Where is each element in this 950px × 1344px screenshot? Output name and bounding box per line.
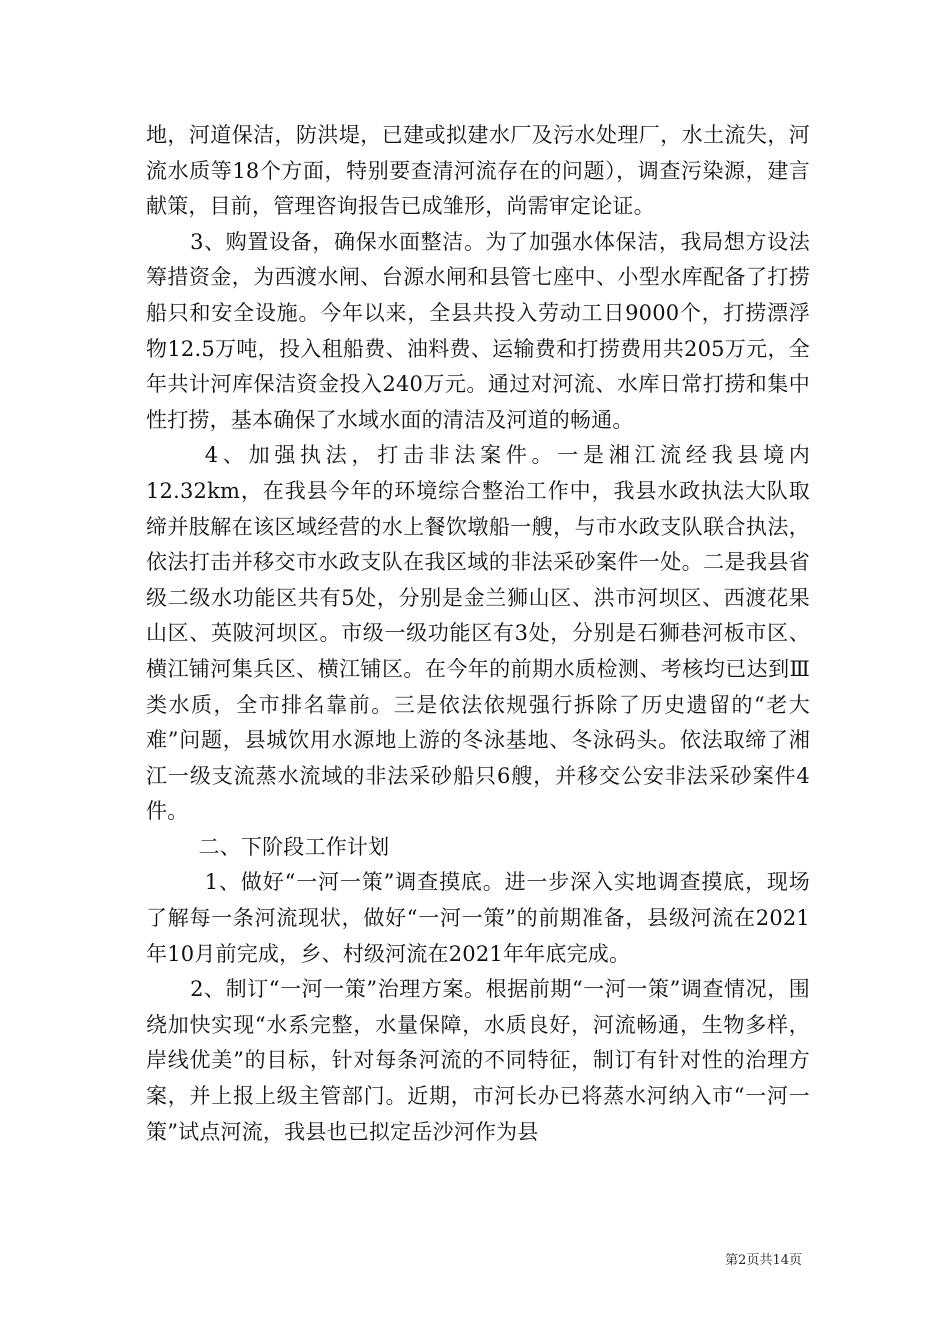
paragraph-survey: 1、做好“一河一策”调查摸底。进一步深入实地调查摸底，现场了解每一条河流现状，做好“一河一策”的前期准备，县级河流在2021年10月前完成，乡、村级河流在2021年年底完成。 xyxy=(146,870,810,966)
paragraph-law-enforcement: 4、加强执法，打击非法案件。一是湘江流经我县境内12.32km，在我县今年的环境综合整治工作中，我县水政执法大队取缔并肢解在该区域经营的水上餐饮墩船一艘，与市水政支队联合执法，依法打击并移交市水政支队在我区域的非法采砂案件一处。二是我县省级二级水功能区共有5处，分别是金兰狮山区、洪市河坝区、西渡花果山区、英陂河坝区。市级一级功能区有3处，分别是石狮巷河板市区、横江铺河集兵区、横江铺区。在今年的前期水质检测、考核均已达到Ⅲ类水质，全市排名靠前。三是依法依规强行拆除了历史遗留的“老大难”问题，县城饮用水源地上游的冬泳基地、冬泳码头。依法取缔了湘江一级支流蒸水流域的非法采砂船只6艘，并移交公安非法采砂案件4件。 xyxy=(146,443,810,824)
paragraph-continuation: 地，河道保洁，防洪堤，已建或拟建水厂及污水处理厂，水土流失，河流水质等18个方面，特别要查清河流存在的问题），调查污染源，建言献策，目前，管理咨询报告已成雏形，尚需审定论证。 xyxy=(146,123,810,219)
paragraph-equipment-purchase: 3、购置设备，确保水面整洁。为了加强水体保洁，我局想方设法筹措资金，为西渡水闸、台源水闸和县管七座中、小型水库配备了打捞船只和安全设施。今年以来，全县共投入劳动工日9000个，打捞漂浮物12.5万吨，投入租船费、油料费、运输费和打捞费用共205万元，全年共计河库保洁资金投入240万元。通过对河流、水库日常打捞和集中性打捞，基本确保了水域水面的清洁及河道的畅通。 xyxy=(146,229,810,432)
page-number: 第2页共14页 xyxy=(725,1253,802,1268)
document-body xyxy=(146,118,810,1150)
paragraph-governance-plan: 2、制订“一河一策”治理方案。根据前期“一河一策”调查情况，围绕加快实现“水系完整，水量保障，水质良好，河流畅通，生物多样，岸线优美”的目标，针对每条河流的不同特征，制订有针对性的治理方案，并上报上级主管部门。近期，市河长办已将蒸水河纳入市“一河一策”试点河流，我县也已拟定岳沙河作为县 xyxy=(146,977,810,1144)
section-heading-next-plan: 二、下阶段工作计划 xyxy=(198,834,390,859)
